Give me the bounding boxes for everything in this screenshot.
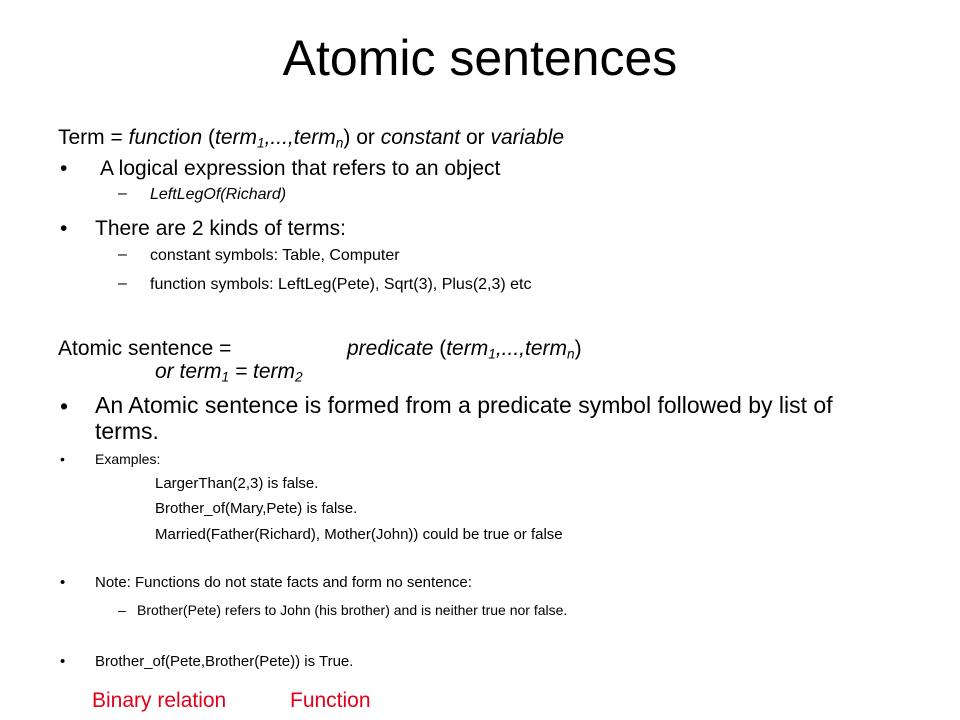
example-married: Married(Father(Richard), Mother(John)) could be true or false (155, 526, 563, 543)
kind-constant-symbols: constant symbols: Table, Computer (150, 247, 400, 264)
brother-of-true: Brother_of(Pete,Brother(Pete)) is True. (95, 653, 354, 670)
dash-icon: – (118, 275, 127, 292)
bullet-logical-expression: A logical expression that refers to an object (100, 157, 501, 180)
label-function: Function (290, 689, 371, 712)
examples-label: Examples: (95, 451, 161, 467)
dash-icon: – (118, 185, 127, 202)
note-brother-pete: Brother(Pete) refers to John (his brother) and is neither true nor false. (137, 602, 568, 618)
term-def-term1: term$_1$,...,term$_n$ (215, 126, 344, 151)
term-def-or: or (460, 126, 491, 149)
slide-title: Atomic sentences (282, 30, 678, 86)
example-brother-of: Brother_of(Mary,Pete) is false. (155, 500, 358, 517)
term-def-open: ( (202, 126, 215, 149)
bullet-icon: • (60, 574, 66, 591)
example-leftleg: LeftLegOf(Richard) (150, 186, 287, 203)
bullet-formed-line2: terms. (95, 418, 159, 444)
term-def-close: ) or (343, 126, 381, 149)
term-def-constant: constant (380, 126, 461, 149)
term-def-variable: variable (490, 126, 564, 149)
term-def-prefix: Term = (58, 126, 129, 149)
term-definition (58, 125, 564, 151)
bullet-icon: • (60, 653, 66, 670)
bullet-kinds-of-terms: There are 2 kinds of terms: (95, 217, 346, 240)
bullet-formed-line1: An Atomic sentence is formed from a predicate symbol followed by list of (95, 392, 833, 418)
dash-icon: – (118, 246, 127, 263)
atomic-def-or-equality: or term$_1$ = term$_2$ (155, 360, 303, 385)
bullet-icon: • (60, 217, 68, 240)
atomic-def-predicate-expression: predicate (term$_1$,...,term$_n$) (347, 337, 582, 362)
dash-icon: – (118, 602, 126, 618)
label-binary-relation: Binary relation (92, 689, 227, 712)
atomic-def-prefix: Atomic sentence = (58, 337, 232, 360)
bullet-icon: • (60, 393, 69, 419)
kind-function-symbols: function symbols: LeftLeg(Pete), Sqrt(3), Plus(2,3) etc (150, 276, 532, 293)
bullet-icon: • (60, 157, 68, 180)
note-functions: Note: Functions do not state facts and form no sentence: (95, 574, 472, 591)
example-largerthan: LargerThan(2,3) is false. (155, 475, 319, 492)
bullet-icon: • (60, 451, 65, 467)
term-def-function: function (128, 126, 203, 149)
